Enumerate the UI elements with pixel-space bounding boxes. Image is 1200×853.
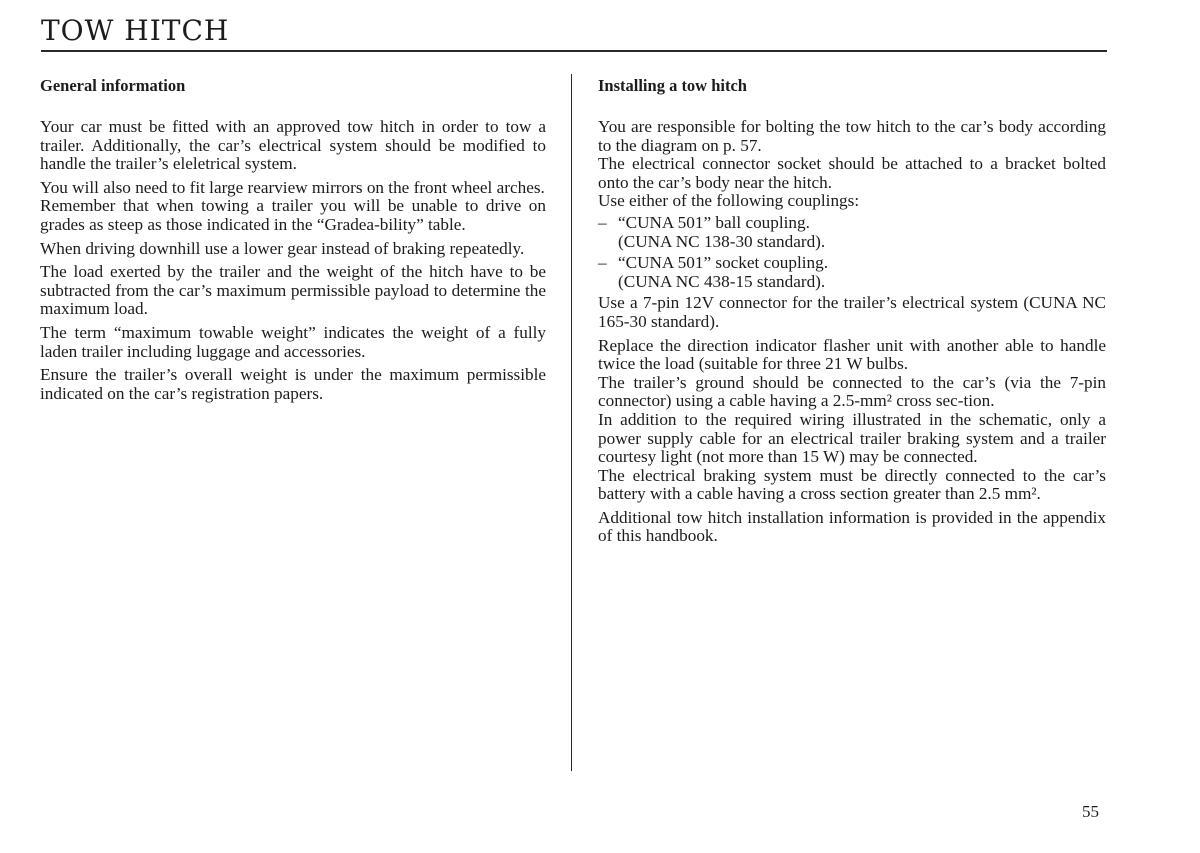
page-number: 55 (1082, 802, 1099, 821)
coupling-list-item (598, 254, 1106, 291)
dash-bullet: – (598, 253, 607, 273)
coupling-standard: (CUNA NC 438-15 standard). (618, 271, 826, 291)
paragraph: Ensure the trailer’s overall weight is under the maximum permissible indicated on the car’s registration papers. (40, 365, 546, 403)
paragraph: The electrical connector socket should be attached to a bracket bolted onto the car’s body near the hitch. (598, 154, 1106, 192)
paragraph: Additional tow hitch installation information is provided in the appendix of this handbook. (598, 507, 1106, 546)
paragraph: Your car must be fitted with an approved tow hitch in order to tow a trailer. Additionally, the car’s electrical system should be modified to handle the trailer’s eleletrical system. (40, 117, 546, 174)
paragraph: Use a 7-pin 12V connector for the trailer’s electrical system (CUNA NC 165-30 standard). (598, 293, 1106, 331)
general-information-heading: General information (40, 76, 186, 95)
right-column (598, 76, 1106, 551)
title-rule (41, 50, 1107, 52)
paragraph: In addition to the required wiring illustrated in the schematic, only a power supply cable for an electrical trailer braking system and a trailer courtesy light (not more than 15 W) may be connected. (598, 409, 1106, 467)
page-title: TOW HITCH (41, 14, 230, 47)
paragraph: When driving downhill use a lower gear instead of braking repeatedly. (40, 238, 525, 258)
paragraph: Replace the direction indicator flasher unit with another able to handle twice the load (suitable for three 21 W bulbs. (598, 335, 1106, 374)
dash-bullet: – (598, 212, 607, 232)
paragraph: The trailer’s ground should be connected to the car’s (via the 7-pin connector) using a cable having a 2.5-mm² cross sec-tion. (598, 372, 1106, 411)
column-divider (571, 74, 572, 771)
left-column (40, 76, 546, 408)
paragraph: You are responsible for bolting the tow hitch to the car’s body according to the diagram on p. 57. (598, 117, 1106, 155)
paragraph: The load exerted by the trailer and the weight of the hitch have to be subtracted from the car’s maximum permissible payload to determine the maximum load. (40, 262, 546, 319)
paragraph: Use either of the following couplings: (598, 191, 860, 211)
paragraph: The term “maximum towable weight” indicates the weight of a fully laden trailer including luggage and accessories. (40, 322, 546, 361)
coupling-name: “CUNA 501” ball coupling. (618, 212, 810, 232)
coupling-standard: (CUNA NC 138-30 standard). (618, 231, 826, 251)
coupling-list-item (598, 214, 1106, 251)
coupling-name: “CUNA 501” socket coupling. (618, 253, 829, 273)
installing-tow-hitch-heading: Installing a tow hitch (598, 76, 747, 95)
paragraph: Remember that when towing a trailer you will be unable to drive on grades as steep as those indicated in the “Gradea-bility” table. (40, 196, 546, 234)
paragraph: The electrical braking system must be directly connected to the car’s battery with a cable having a cross section greater than 2.5 mm². (598, 465, 1106, 504)
paragraph: You will also need to fit large rearview mirrors on the front wheel arches. (40, 177, 545, 197)
